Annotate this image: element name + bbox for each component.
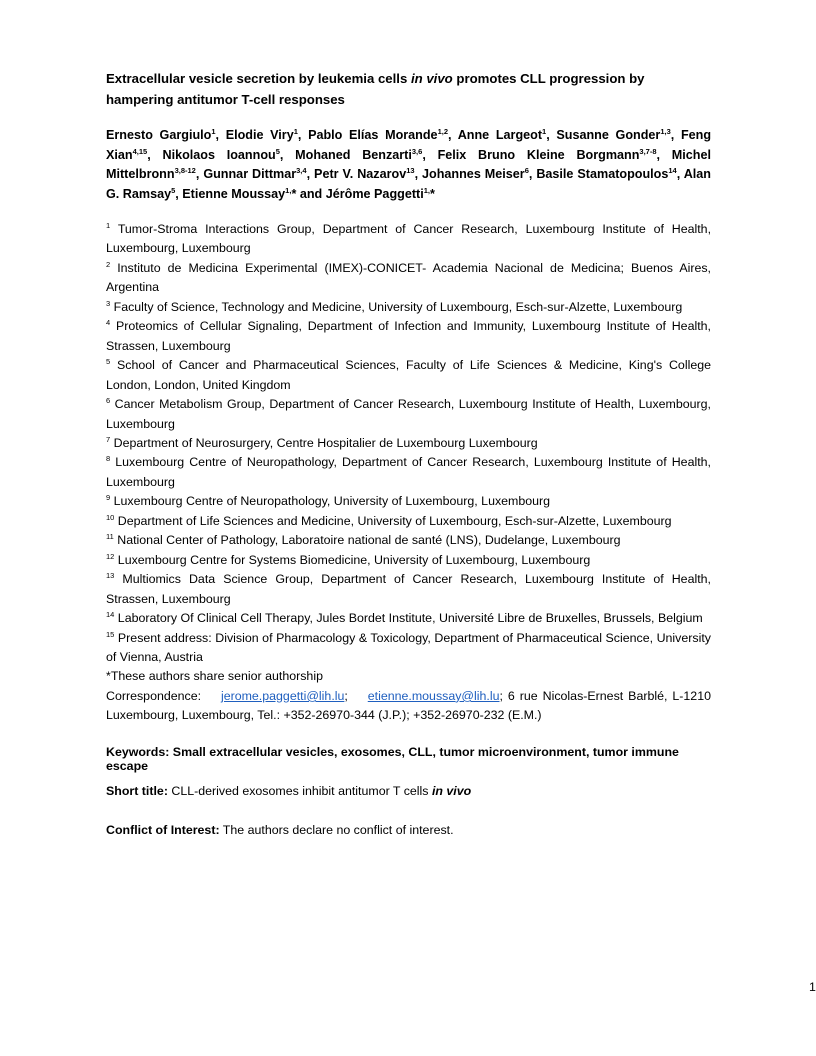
author-separator: , xyxy=(279,147,296,162)
author-affiliation-marker: 3,7-8 xyxy=(639,146,657,156)
affiliation-text: Department of Neurosurgery, Centre Hospitalier de Luxembourg Luxembourg xyxy=(113,435,538,450)
affiliation-text: Tumor-Stroma Interactions Group, Department of Cancer Research, Luxembourg Institute of Health, Luxembourg, Luxembourg xyxy=(106,222,712,256)
affiliation-text: Faculty of Science, Technology and Medicine, University of Luxembourg, Esch-sur-Alzette, Luxembourg xyxy=(113,299,683,314)
author-affiliation-marker: 5 xyxy=(275,146,280,156)
author-separator: , xyxy=(306,167,315,182)
author-affiliation-marker: 14 xyxy=(668,166,677,175)
author-affiliation-marker: 5 xyxy=(171,185,176,195)
keywords xyxy=(106,745,711,773)
author-separator: , xyxy=(297,128,309,142)
correspondence-label: Correspondence: xyxy=(106,688,202,703)
conflict-text: The authors declare no conflict of interest. xyxy=(219,823,454,837)
affiliation-text: Laboratory Of Clinical Cell Therapy, Jules Bordet Institute, Université Libre de Bruxelles, Brussels, Belgium xyxy=(117,611,703,626)
author-separator: , xyxy=(656,147,672,162)
correspondence-separator: ; xyxy=(344,688,348,703)
affiliation-item xyxy=(106,317,711,356)
affiliation-item xyxy=(106,356,711,395)
author-name: Anne Largeot xyxy=(457,128,543,142)
author-affiliation-marker: 3,8-12 xyxy=(174,166,196,175)
affiliation-number: 5 xyxy=(106,357,111,367)
author-name: Elodie Viry xyxy=(225,128,294,142)
email-link-paggetti[interactable]: jerome.paggetti@lih.lu xyxy=(220,688,345,703)
author-separator: , xyxy=(676,167,684,182)
author-affiliation-marker: 1,2 xyxy=(437,126,448,136)
affiliation-item xyxy=(106,220,711,259)
affiliation-item xyxy=(106,395,711,434)
affiliation-list xyxy=(106,220,711,667)
author-name: Pablo Elías Morande xyxy=(308,128,438,142)
author-separator: , xyxy=(195,167,204,182)
page-number: 1 xyxy=(809,980,816,994)
affiliation-number: 15 xyxy=(106,629,115,639)
author-name: Ernesto Gargiulo xyxy=(106,128,212,142)
affiliation-item xyxy=(106,259,711,298)
author-affiliation-marker: 1 xyxy=(542,126,547,136)
author-affiliation-marker: 13 xyxy=(406,166,415,175)
title-italic: in vivo xyxy=(410,71,453,86)
author-affiliation-marker: 3,4 xyxy=(296,166,307,175)
author-name: Jérôme Paggetti xyxy=(325,186,424,201)
short-title-italic: in vivo xyxy=(431,784,472,798)
short-title-text: CLL-derived exosomes inhibit antitumor T cells xyxy=(167,784,432,798)
affiliation-text: Luxembourg Centre for Systems Biomedicine, University of Luxembourg, Luxembourg xyxy=(117,552,591,567)
author-affiliation-marker: 3,6 xyxy=(411,146,423,156)
affiliation-item xyxy=(106,298,711,317)
author-name: Petr V. Nazarov xyxy=(314,167,407,182)
affiliation-item xyxy=(106,551,711,570)
author-list xyxy=(106,126,711,204)
author-affiliation-marker: 1, xyxy=(423,185,430,195)
title-part2: promotes CLL progression by hampering antitumor T-cell responses xyxy=(106,71,645,107)
author-name: Michel Mittelbronn xyxy=(106,147,711,182)
affiliation-text: Proteomics of Cellular Signaling, Department of Infection and Immunity, Luxembourg Institute of Health, Strassen, Luxembourg xyxy=(106,319,711,353)
email-link-moussay[interactable]: etienne.moussay@lih.lu xyxy=(367,688,500,703)
senior-authorship-note: *These authors share senior authorship xyxy=(106,669,323,684)
author-affiliation-marker: 1,3 xyxy=(660,126,671,136)
affiliation-number: 11 xyxy=(106,532,114,542)
conflict-label: Conflict of Interest: xyxy=(106,823,220,837)
author-separator: , xyxy=(147,147,163,162)
author-separator: , xyxy=(422,147,438,162)
author-name: Susanne Gonder xyxy=(556,128,661,142)
affiliation-item xyxy=(106,570,711,609)
affiliation-number: 8 xyxy=(106,454,111,464)
author-separator: , xyxy=(175,186,183,201)
author-separator: , xyxy=(670,128,681,142)
affiliation-number: 4 xyxy=(106,318,111,328)
affiliation-number: 10 xyxy=(106,512,115,522)
affiliation-text: National Center of Pathology, Laboratoire national de santé (LNS), Dudelange, Luxembourg xyxy=(117,533,621,548)
short-title xyxy=(106,784,471,798)
author-separator: * xyxy=(429,186,435,201)
affiliation-number: 7 xyxy=(106,434,111,444)
affiliations-block xyxy=(106,220,711,726)
author-separator: , xyxy=(448,128,458,142)
affiliation-item xyxy=(106,512,711,531)
affiliation-number: 14 xyxy=(106,609,115,619)
author-name: Gunnar Dittmar xyxy=(203,167,297,182)
affiliation-number: 6 xyxy=(106,395,111,405)
author-separator: * and xyxy=(291,186,326,201)
affiliation-text: Multiomics Data Science Group, Department of Cancer Research, Luxembourg Institute of Health, Strassen, Luxembourg xyxy=(106,572,711,606)
affiliation-number: 2 xyxy=(106,259,111,269)
author-affiliation-marker: 1 xyxy=(293,126,298,136)
author-affiliation-marker: 4,15 xyxy=(132,146,148,156)
affiliation-number: 13 xyxy=(106,571,115,581)
correspondence-address: ; 6 rue Nicolas-Ernest Barblé, L-1210 Luxembourg, Luxembourg, Tel.: +352-26970-344 (J.P.); +352-26970-232 (E.M.) xyxy=(106,688,711,723)
affiliation-item xyxy=(106,453,711,492)
author-affiliation-marker: 1, xyxy=(285,185,292,195)
author-separator: , xyxy=(528,167,537,182)
author-name: Etienne Moussay xyxy=(182,186,286,201)
author-separator: , xyxy=(546,128,557,142)
author-name: Basile Stamatopoulos xyxy=(536,167,669,182)
author-name: Nikolaos Ioannou xyxy=(162,147,276,162)
author-name: Feng Xian xyxy=(106,128,712,162)
affiliation-number: 12 xyxy=(106,551,115,561)
affiliation-item xyxy=(106,629,711,668)
author-name: Johannes Meiser xyxy=(422,167,525,182)
affiliation-text: Instituto de Medicina Experimental (IMEX)-CONICET- Academia Nacional de Medicina; Buenos Aires, Argentina xyxy=(106,260,711,295)
correspondence xyxy=(106,687,711,726)
keywords-text: Small extracellular vesicles, exosomes, CLL, tumor microenvironment, tumor immune escape xyxy=(106,745,679,773)
affiliation-item xyxy=(106,434,711,453)
author-separator: , xyxy=(215,128,226,142)
affiliation-text: School of Cancer and Pharmaceutical Sciences, Faculty of Life Sciences & Medicine, King's College London, London, United Kingdom xyxy=(106,358,711,392)
author-affiliation-marker: 6 xyxy=(524,166,529,175)
author-separator: , xyxy=(414,167,423,182)
affiliation-number: 9 xyxy=(106,493,111,503)
affiliation-number: 1 xyxy=(106,220,111,230)
affiliation-item xyxy=(106,531,711,550)
affiliation-item xyxy=(106,492,711,511)
author-name: Felix Bruno Kleine Borgmann xyxy=(437,147,640,162)
short-title-label: Short title: xyxy=(106,784,168,798)
affiliation-text: Luxembourg Centre of Neuropathology, University of Luxembourg, Luxembourg xyxy=(113,494,551,509)
affiliation-text: Cancer Metabolism Group, Department of Cancer Research, Luxembourg Institute of Health, Luxembourg, Luxembourg xyxy=(106,397,711,431)
affiliation-number: 3 xyxy=(106,298,111,308)
author-affiliation-marker: 1 xyxy=(211,126,216,136)
affiliation-text: Luxembourg Centre of Neuropathology, Department of Cancer Research, Luxembourg Institute of Health, Luxembourg xyxy=(106,455,711,489)
affiliation-text: Present address: Division of Pharmacology & Toxicology, Department of Pharmaceutical Science, University of Vienna, Austria xyxy=(106,630,711,664)
author-name: Alan G. Ramsay xyxy=(106,167,711,201)
conflict-of-interest xyxy=(106,823,454,837)
author-name: Mohaned Benzarti xyxy=(295,147,412,162)
affiliation-item xyxy=(106,609,711,628)
title-part1: Extracellular vesicle secretion by leukemia cells xyxy=(106,71,411,86)
affiliation-text: Department of Life Sciences and Medicine, University of Luxembourg, Esch-sur-Alzette, Luxembourg xyxy=(117,513,672,528)
keywords-label: Keywords: xyxy=(106,745,170,759)
paper-title xyxy=(106,68,711,110)
